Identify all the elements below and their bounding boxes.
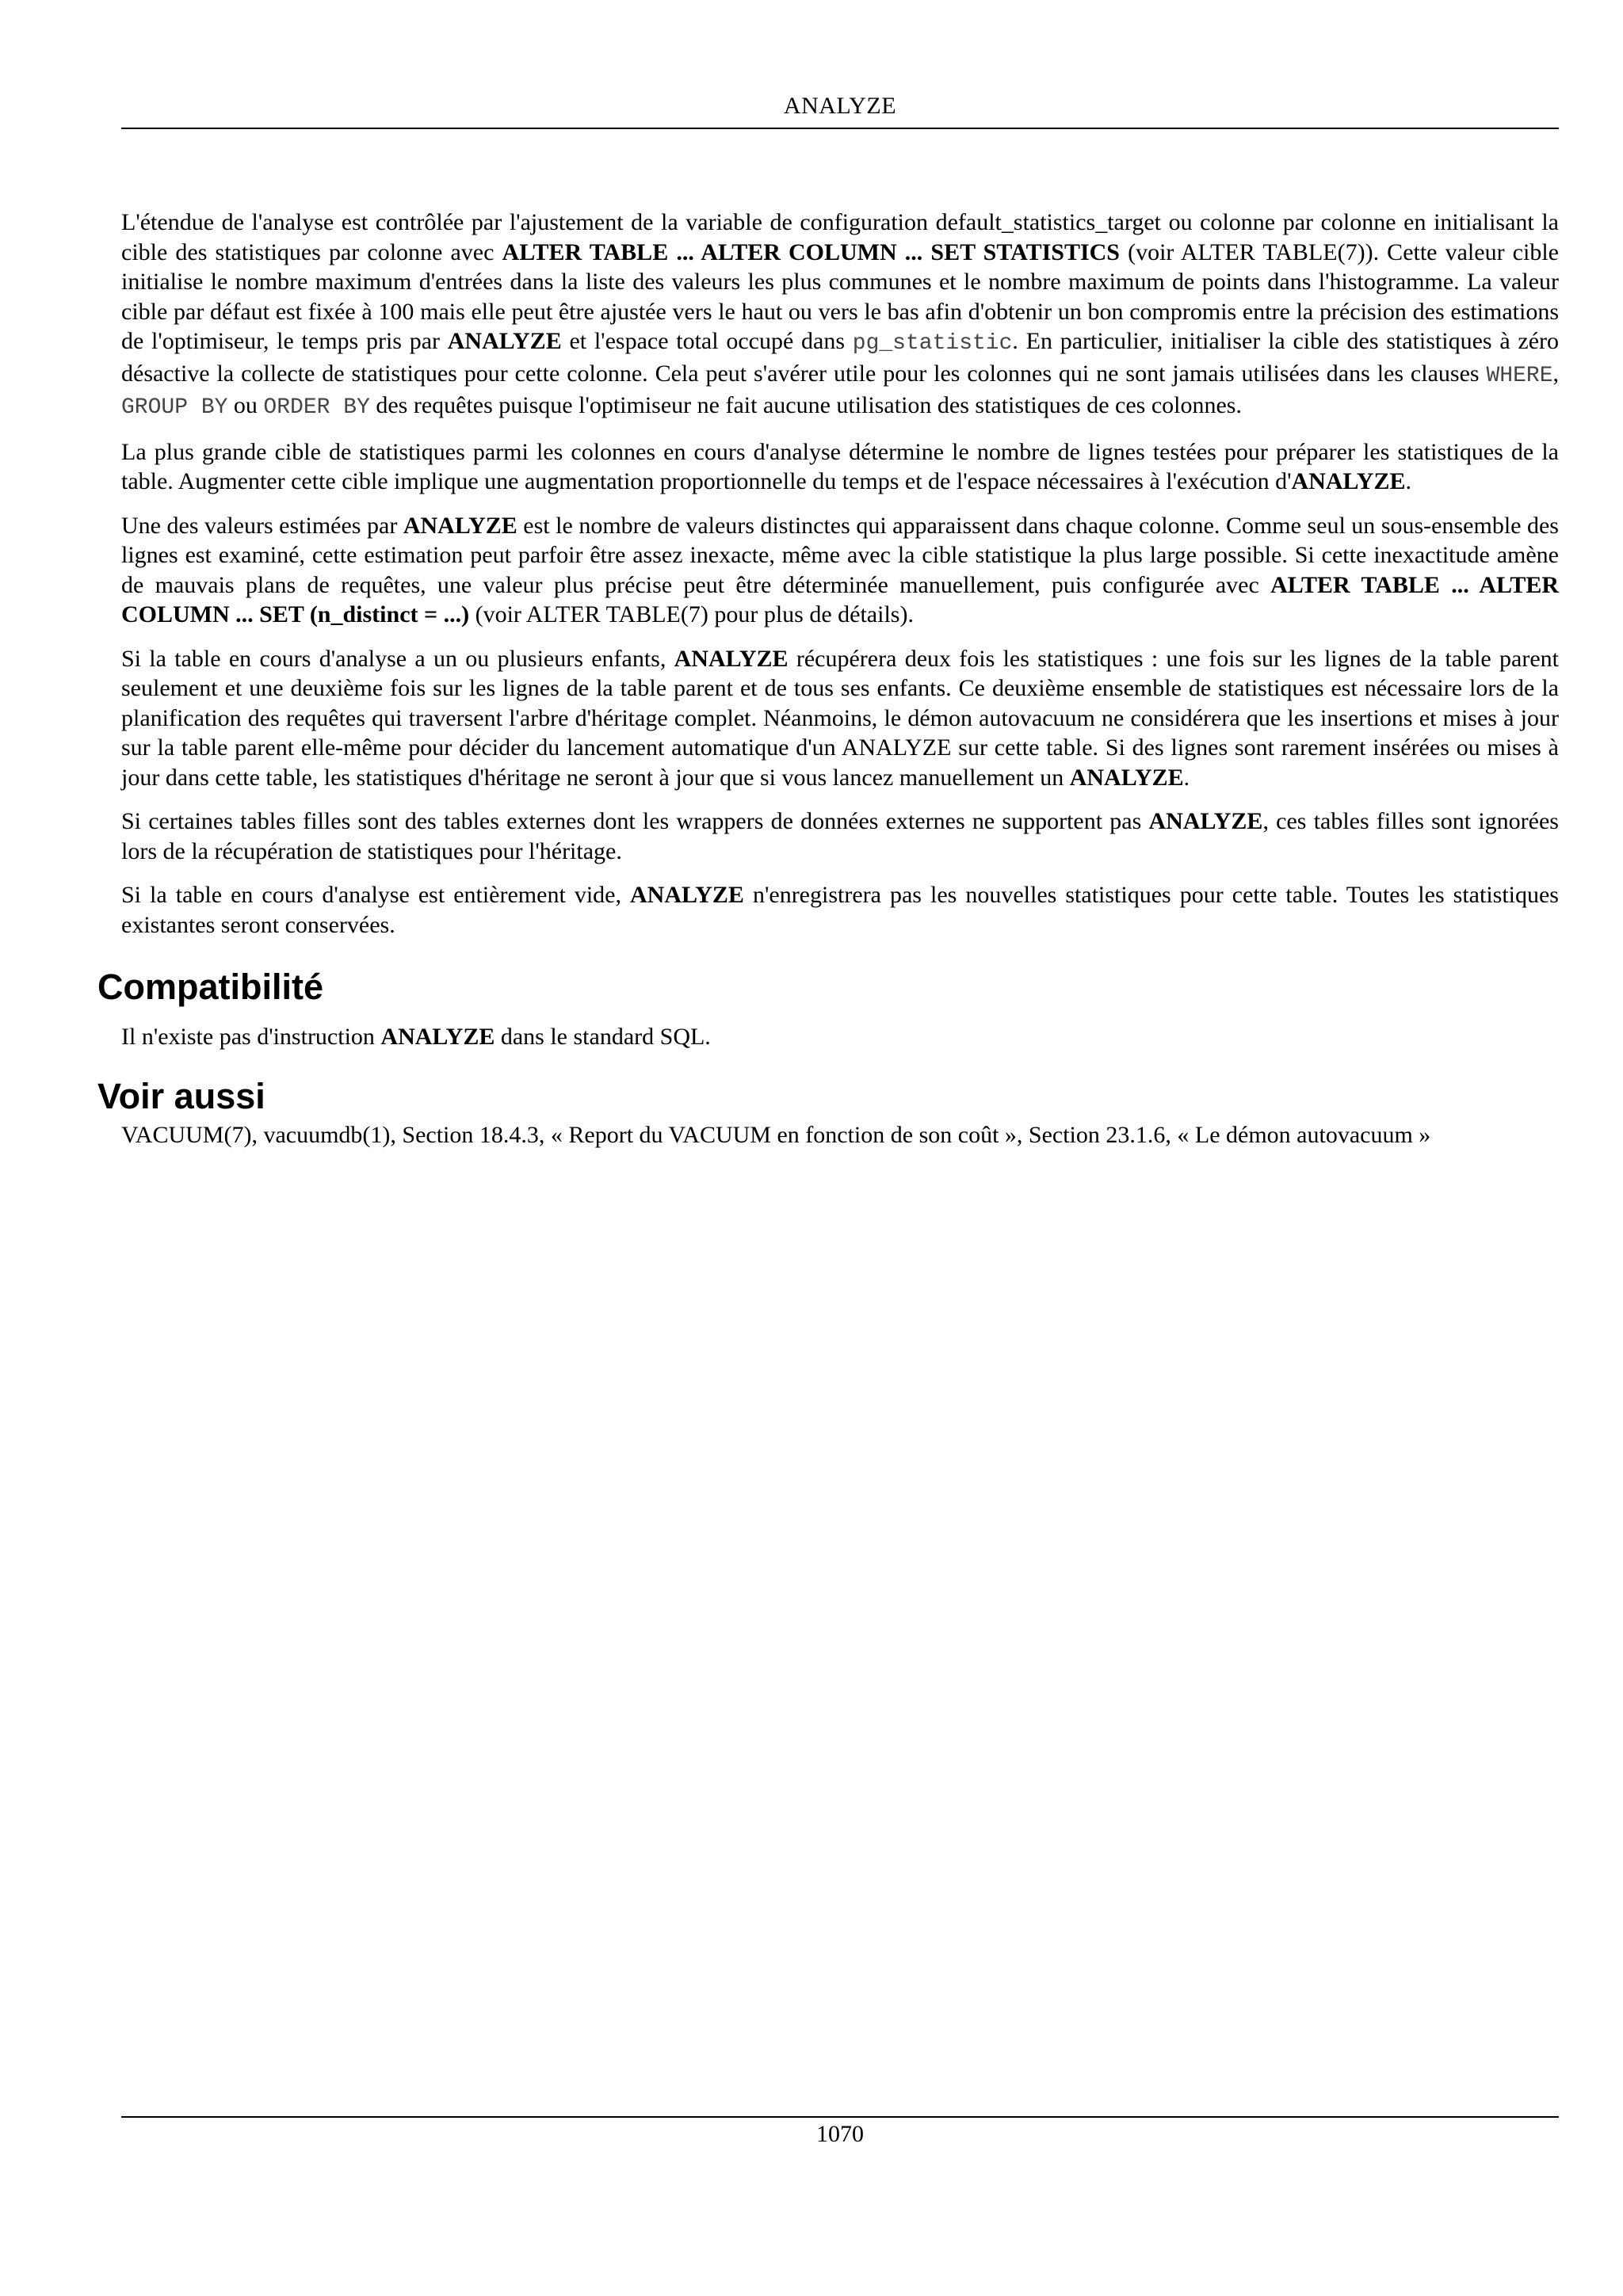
- command-alter-set-statistics: ALTER TABLE ... ALTER COLUMN ... SET STATISTICS: [502, 238, 1120, 265]
- command-analyze: ANALYZE: [1291, 468, 1406, 494]
- text: , ces tables filles sont ignorées lors de la récupération de statistiques pour l'héritage.: [121, 808, 1559, 864]
- text: (voir ALTER TABLE(7) pour plus de détails).: [469, 601, 914, 627]
- text: Une des valeurs estimées par: [121, 512, 403, 539]
- running-header-title: ANALYZE: [783, 93, 897, 119]
- command-analyze: ANALYZE: [403, 512, 517, 539]
- paragraph-n-distinct: [121, 511, 1559, 630]
- code-where: WHERE: [1486, 363, 1553, 388]
- text: Il n'existe pas d'instruction: [121, 1024, 381, 1050]
- code-order-by: ORDER BY: [263, 395, 370, 420]
- command-analyze: ANALYZE: [1148, 808, 1263, 834]
- command-analyze: ANALYZE: [630, 882, 744, 908]
- text: .: [1183, 764, 1190, 791]
- text: .: [1405, 468, 1411, 494]
- text: . En particulier, initialiser la cible des statistiques à zéro désactive la collecte de statistiques pour cette colonne. Cela peut s'avérer utile pour les colonnes qui ne sont jamais utilisées dans les clauses: [121, 328, 1560, 387]
- section-heading-see-also: Voir aussi: [97, 1075, 265, 1116]
- page-number: 1070: [816, 2121, 864, 2147]
- command-analyze: ANALYZE: [380, 1024, 495, 1050]
- paragraph-statistics-target: [121, 208, 1559, 423]
- text: Si la table en cours d'analyse est entièrement vide,: [121, 882, 630, 908]
- section-heading-compatibility: Compatibilité: [97, 967, 324, 1007]
- code-pg-statistic: pg_statistic: [852, 331, 1013, 356]
- header-rule: [121, 128, 1559, 129]
- text: des requêtes puisque l'optimiseur ne fait aucune utilisation des statistiques de ces colonnes.: [369, 392, 1242, 418]
- text: et l'espace total occupé dans: [561, 328, 853, 354]
- text: récupérera deux fois les statistiques : une fois sur les lignes de la table parent seulement et une deuxième fois sur les lignes de la table parent et de tous ses enfants. Ce deuxième ensemble de statistiques est nécessaire lors de la planification des requêtes qui traversent l'arbre d'héritage complet. Néanmoins, le démon autovacuum ne considérera que les insertions et mises à jour sur la table parent elle-même pour décider du lancement automatique d'un ANALYZE sur cette table. Si des lignes sont rarement insérées ou mises à jour dans cette table, les statistiques d'héritage ne seront à jour que si vous lancez manuellement un: [121, 645, 1559, 791]
- page-content: [97, 208, 1559, 1164]
- paragraph-largest-target: [121, 437, 1559, 497]
- text: L'étendue de l'analyse est contrôlée par l'ajustement de la variable de configuration default_statistics_target ou colonne par colonne en initialisant la cible des statistiques par colonne avec: [121, 209, 1559, 265]
- text: Si certaines tables filles sont des tables externes dont les wrappers de données externes ne supportent pas: [121, 808, 1149, 834]
- text: ,: [1552, 360, 1559, 387]
- command-analyze: ANALYZE: [1069, 764, 1184, 791]
- code-group-by: GROUP BY: [121, 395, 228, 420]
- text: Si la table en cours d'analyse a un ou plusieurs enfants,: [121, 645, 674, 672]
- paragraph-compatibility: [121, 1022, 1559, 1052]
- paragraph-empty-table: [121, 880, 1559, 940]
- paragraph-see-also: VACUUM(7), vacuumdb(1), Section 18.4.3, « Report du VACUUM en fonction de son coût », Section 23.1.6, « Le démon autovacuum »: [121, 1121, 1431, 1148]
- command-analyze: ANALYZE: [674, 645, 789, 672]
- text: est le nombre de valeurs distinctes qui apparaissent dans chaque colonne. Comme seul un sous-ensemble des lignes est examiné, cette estimation peut parfoir être assez inexacte, même avec la cible statistique la plus large possible. Si cette inexactitude amène de mauvais plans de requêtes, une valeur plus précise peut être déterminée manuellement, puis configurée avec: [121, 512, 1559, 598]
- paragraph-inheritance: [121, 644, 1559, 793]
- text: ou: [227, 392, 264, 418]
- footer-rule: [121, 2116, 1559, 2118]
- paragraph-foreign-tables: [121, 807, 1559, 866]
- command-analyze: ANALYZE: [447, 328, 562, 354]
- text: (voir ALTER TABLE(7)). Cette valeur cible initialise le nombre maximum d'entrées dans la liste des valeurs les plus communes et le nombre maximum de points dans l'histogramme. La valeur cible par défaut est fixée à 100 mais elle peut être ajustée vers le haut ou vers le bas afin d'obtenir un bon compromis entre la précision des estimations de l'optimiseur, le temps pris par: [121, 238, 1559, 354]
- command-alter-set-n-distinct: ALTER TABLE ... ALTER COLUMN ... SET (n_distinct = ...): [121, 571, 1559, 627]
- text: n'enregistrera pas les nouvelles statistiques pour cette table. Toutes les statistiques existantes seront conservées.: [121, 882, 1559, 938]
- text: La plus grande cible de statistiques parmi les colonnes en cours d'analyse détermine le nombre de lignes testées pour préparer les statistiques de la table. Augmenter cette cible implique une augmentation proportionnelle du temps et de l'espace nécessaires à l'exécution d': [121, 438, 1559, 494]
- text: dans le standard SQL.: [495, 1024, 711, 1050]
